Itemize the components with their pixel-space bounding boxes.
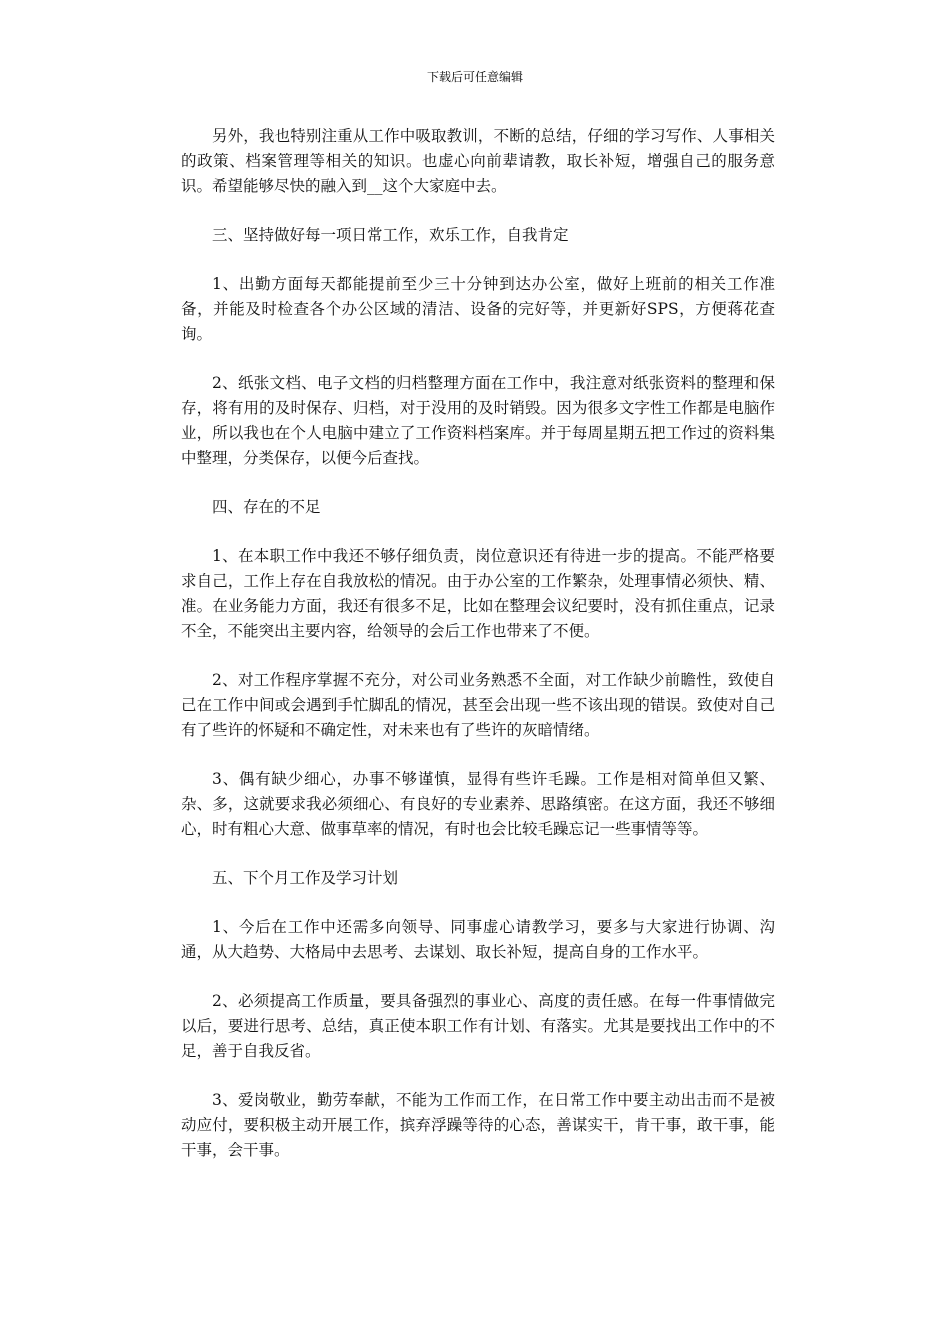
paragraph-archiving: 2、纸张文档、电子文档的归档整理方面在工作中，我注意对纸张资料的整理和保存，将有用的及时保存、归档，对于没用的及时销毁。因为很多文字性工作都是电脑作业，所以我也在个人电脑中建立了工作资料档案库。并于每周星期五把工作过的资料集中整理，分类保存，以便今后查找。	[181, 374, 775, 467]
section-heading-4: 四、存在的不足	[212, 498, 321, 516]
paragraph-shortcoming-1: 1、在本职工作中我还不够仔细负责，岗位意识还有待进一步的提高。不能严格要求自己，工作上存在自我放松的情况。由于办公室的工作繁杂，处理事情必须快、精、准。在业务能力方面，我还有很多不足，比如在整理会议纪要时，没有抓住重点，记录不全，不能突出主要内容，给领导的会后工作也带来了不便。	[181, 547, 775, 640]
page-header: 下载后可任意编辑	[426, 70, 523, 84]
section-heading-3: 三、坚持做好每一项日常工作，欢乐工作，自我肯定	[212, 226, 569, 244]
paragraph-plan-2: 2、必须提高工作质量，要具备强烈的事业心、高度的责任感。在每一件事情做完以后，要进行思考、总结，真正使本职工作有计划、有落实。尤其是要找出工作中的不足，善于自我反省。	[181, 992, 775, 1060]
section-heading-5: 五、下个月工作及学习计划	[212, 869, 399, 887]
paragraph-shortcoming-3: 3、偶有缺少细心，办事不够谨慎，显得有些许毛躁。工作是相对简单但又繁、杂、多，这就要求我必须细心、有良好的专业素养、思路缜密。在这方面，我还不够细心，时有粗心大意、做事草率的情况，有时也会比较毛躁忘记一些事情等等。	[181, 770, 775, 838]
document-body	[181, 124, 775, 1187]
paragraph-plan-1: 1、今后在工作中还需多向领导、同事虚心请教学习，要多与大家进行协调、沟通，从大趋势、大格局中去思考、去谋划、取长补短，提高自身的工作水平。	[181, 918, 775, 961]
paragraph-attendance: 1、出勤方面每天都能提前至少三十分钟到达办公室，做好上班前的相关工作准备，并能及时检查各个办公区域的清洁、设备的完好等，并更新好SPS，方便蒋花查询。	[181, 275, 775, 343]
paragraph-shortcoming-2: 2、对工作程序掌握不充分，对公司业务熟悉不全面，对工作缺少前瞻性，致使自己在工作中间或会遇到手忙脚乱的情况，甚至会出现一些不该出现的错误。致使对自己有了些许的怀疑和不确定性，对未来也有了些许的灰暗情绪。	[181, 671, 775, 739]
paragraph-intro: 另外，我也特别注重从工作中吸取教训，不断的总结，仔细的学习写作、人事相关的政策、档案管理等相关的知识。也虚心向前辈请教，取长补短，增强自己的服务意识。希望能够尽快的融入到__这个大家庭中去。	[181, 127, 775, 195]
paragraph-plan-3: 3、爱岗敬业，勤劳奉献，不能为工作而工作，在日常工作中要主动出击而不是被动应付，要积极主动开展工作，摈弃浮躁等待的心态，善谋实干，肯干事，敢干事，能干事，会干事。	[181, 1091, 775, 1159]
